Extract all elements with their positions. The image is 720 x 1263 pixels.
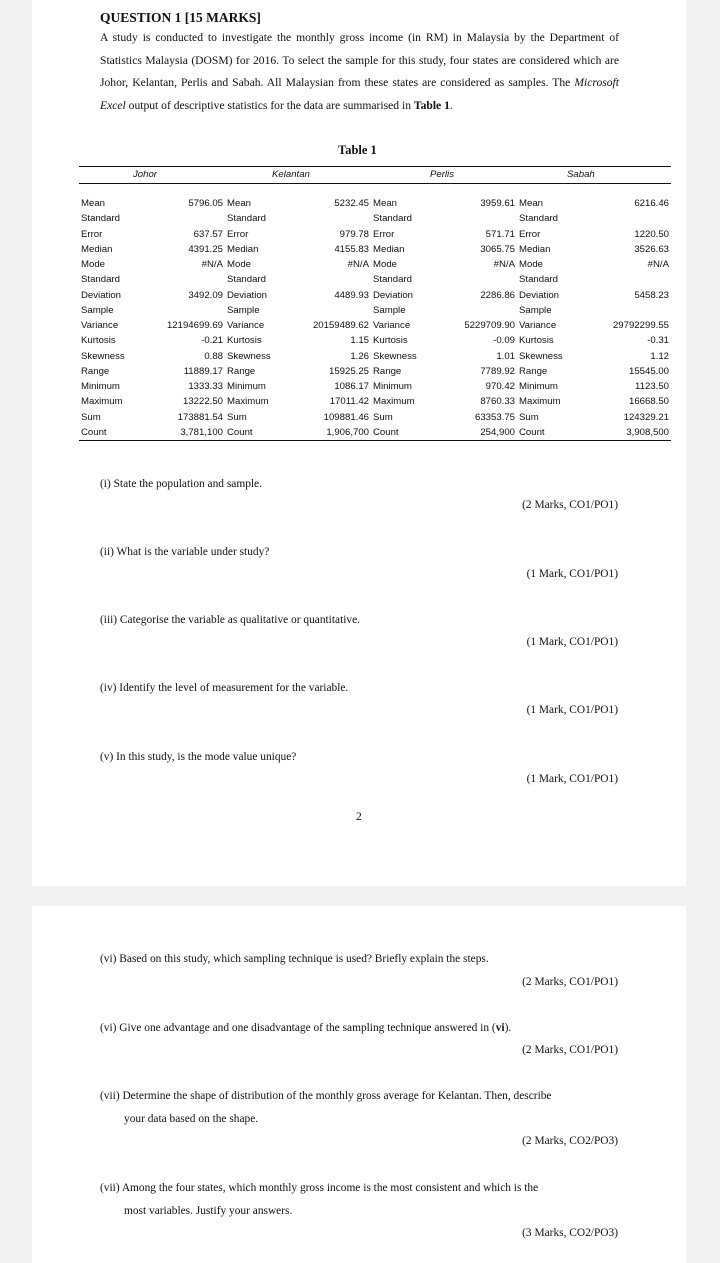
question-i: (i) State the population and sample. [100, 478, 262, 490]
row-label: Count [371, 425, 433, 441]
row-label: Deviation [81, 289, 121, 301]
row-value: 20159489.62 [312, 320, 369, 331]
header-johor: Johor [79, 167, 225, 184]
row-label: Variance [373, 320, 411, 331]
row-value: 1333.33 [188, 381, 223, 392]
row-label: Minimum [81, 381, 120, 392]
row-label: Sample [81, 304, 114, 316]
row-label: Standard [519, 213, 558, 225]
row-value: 1.12 [650, 350, 669, 362]
row-value [433, 303, 517, 318]
row-label: Standard [519, 274, 558, 286]
row-value [141, 303, 225, 318]
question-vii-a-line1: (vii) Determine the shape of distribution of the monthly gross average for Kelantan. Then, describe [100, 1090, 552, 1102]
table-row [79, 318, 671, 333]
row-label: Kurtosis [81, 335, 116, 347]
header-perlis: Perlis [371, 167, 517, 184]
row-value: 970.42 [485, 381, 515, 392]
row-value: 1.26 [350, 350, 369, 362]
row-label: Variance [81, 320, 119, 331]
marks-i: (2 Marks, CO1/PO1) [522, 499, 618, 511]
row-value: 0.88 [204, 350, 223, 362]
intro-text-3: . [449, 98, 453, 112]
row-value: 7789.92 [480, 365, 515, 377]
row-value: 11889.17 [183, 365, 223, 377]
table-row [79, 379, 671, 394]
question-vi-a: (vi) Based on this study, which sampling technique is used? Briefly explain the steps. [100, 953, 489, 965]
row-label: Error [227, 228, 249, 240]
row-value [287, 211, 371, 226]
header-kelantan: Kelantan [225, 167, 371, 184]
row-value [433, 211, 517, 226]
question-vi-b-ref: vi [495, 1022, 505, 1034]
intro-text-1: A study is conducted to investigate the monthly gross income (in RM) in Malaysia by the Department of Statistics Malaysia (DOSM) for 2016. To select the sample for this study, four states are considered which are Johor, Kelantan, Perlis and Sabah. All Malaysian from these states are considered as samples. The [100, 31, 619, 90]
row-label: Range [81, 365, 110, 377]
row-label: Error [519, 228, 541, 240]
row-value: 4391.25 [188, 243, 223, 255]
row-label: Range [373, 365, 402, 377]
row-value: 979.78 [339, 228, 369, 240]
row-value: 29792299.55 [612, 320, 669, 331]
row-label: Range [227, 365, 256, 377]
row-label: Median [519, 243, 551, 255]
row-value: 6216.46 [634, 198, 669, 209]
table-row [79, 425, 671, 441]
row-value: 15545.00 [628, 365, 669, 377]
row-label: Kurtosis [519, 335, 554, 347]
row-label: Sample [373, 304, 406, 316]
row-value: 173881.54 [177, 411, 223, 423]
row-label: Variance [227, 320, 265, 331]
table-row [79, 196, 671, 211]
row-label: Minimum [519, 381, 558, 392]
row-value: 571.71 [485, 228, 515, 240]
row-label: Deviation [373, 289, 413, 301]
question-ii: (ii) What is the variable under study? [100, 546, 270, 558]
row-label: Sum [227, 411, 247, 423]
row-value: 4155.83 [334, 243, 369, 255]
document-page-1 [32, 0, 686, 886]
question-title: QUESTION 1 [15 MARKS] [100, 10, 261, 25]
row-value [287, 272, 371, 287]
row-label: Mode [81, 259, 105, 270]
question-v: (v) In this study, is the mode value unique? [100, 751, 297, 763]
row-value: 1.15 [350, 335, 369, 347]
row-label: Standard [81, 274, 120, 286]
row-label: Median [81, 243, 113, 255]
row-label: Mean [519, 198, 543, 209]
question-vii-a-line2: your data based on the shape. [124, 1113, 259, 1125]
row-value [141, 272, 225, 287]
table-caption: Table 1 [338, 143, 377, 157]
row-value: 5232.45 [334, 198, 369, 209]
row-label: Mode [373, 259, 397, 270]
row-label: Standard [373, 213, 412, 225]
row-value: 3526.63 [634, 243, 669, 255]
row-value: 1,906,700 [287, 425, 371, 441]
table-row [79, 288, 671, 303]
row-label: Median [373, 243, 405, 255]
row-label: Sample [227, 304, 260, 316]
marks-vii-b: (3 Marks, CO2/PO3) [522, 1227, 618, 1239]
row-value: 3,908,500 [579, 425, 671, 441]
table-row [79, 364, 671, 379]
row-value: -0.09 [493, 335, 515, 347]
row-label: Deviation [519, 289, 559, 301]
row-label: Sum [373, 411, 393, 423]
row-label: Sample [519, 304, 552, 316]
row-value: 637.57 [193, 228, 223, 240]
row-value: 4489.93 [334, 289, 369, 301]
row-value: #N/A [493, 259, 515, 270]
row-label: Skewness [373, 350, 417, 362]
row-value: 5458.23 [634, 289, 669, 301]
row-label: Error [81, 228, 103, 240]
row-label: Standard [227, 274, 266, 286]
row-value [579, 272, 671, 287]
row-label: Maximum [373, 396, 415, 408]
row-label: Kurtosis [227, 335, 262, 347]
row-label: Minimum [373, 381, 412, 392]
row-label: Maximum [227, 396, 269, 408]
row-label: Standard [81, 213, 120, 225]
row-value [579, 303, 671, 318]
row-value: 124329.21 [623, 411, 669, 423]
table-row [79, 303, 671, 318]
marks-vii-a: (2 Marks, CO2/PO3) [522, 1135, 618, 1147]
table-row [79, 211, 671, 226]
row-value: 12194699.69 [166, 320, 223, 331]
row-value: 5229709.90 [464, 320, 515, 331]
row-value: 1.01 [496, 350, 515, 362]
row-label: Maximum [81, 396, 123, 408]
header-sabah: Sabah [517, 167, 671, 184]
row-value: -0.31 [647, 335, 669, 347]
row-label: Skewness [81, 350, 125, 362]
row-value: 3492.09 [188, 289, 223, 301]
row-label: Sum [519, 411, 539, 423]
row-value: 16668.50 [628, 396, 669, 408]
intro-italic: Microsoft Excel [100, 76, 619, 112]
marks-iii: (1 Mark, CO1/PO1) [526, 636, 618, 648]
row-label: Deviation [227, 289, 267, 301]
row-value: 109881.46 [323, 411, 369, 423]
intro-text-2: output of descriptive statistics for the data are summarised in [125, 98, 414, 112]
row-label: Minimum [227, 381, 266, 392]
page-number: 2 [356, 811, 362, 823]
row-label: Mode [227, 259, 251, 270]
marks-vi-a: (2 Marks, CO1/PO1) [522, 976, 618, 988]
row-value: 2286.86 [480, 289, 515, 301]
row-label: Mode [519, 259, 543, 270]
row-value: 3065.75 [480, 243, 515, 255]
question-vii-b-line2: most variables. Justify your answers. [124, 1205, 293, 1217]
row-label: Sum [81, 411, 101, 423]
row-value: 15925.25 [328, 365, 369, 377]
intro-paragraph [100, 27, 619, 117]
row-value: 17011.42 [329, 396, 369, 408]
question-iv: (iv) Identify the level of measurement for the variable. [100, 682, 349, 694]
row-label: Mean [373, 198, 397, 209]
table-row [79, 394, 671, 409]
row-value: #N/A [201, 259, 223, 270]
row-label: Skewness [227, 350, 271, 362]
marks-vi-b: (2 Marks, CO1/PO1) [522, 1044, 618, 1056]
row-label: Mean [227, 198, 251, 209]
intro-table-ref: Table 1 [413, 98, 450, 112]
table-row [79, 242, 671, 257]
row-value [579, 211, 671, 226]
row-value: 1086.17 [334, 381, 369, 392]
descriptive-stats-table [79, 166, 671, 441]
row-value: 254,900 [433, 425, 517, 441]
row-label: Median [227, 243, 259, 255]
row-label: Error [373, 228, 395, 240]
document-page-2 [32, 906, 686, 1263]
table-row [79, 349, 671, 364]
row-value: 5796.05 [188, 198, 223, 209]
table-row [79, 257, 671, 272]
row-label: Skewness [519, 350, 563, 362]
row-label: Count [225, 425, 287, 441]
table-header-row [79, 167, 671, 184]
row-label: Count [517, 425, 579, 441]
row-value: #N/A [347, 259, 369, 270]
question-vi-b-text: (vi) Give one advantage and one disadvantage of the sampling technique answered in ( [100, 1022, 496, 1034]
row-value: 3959.61 [480, 198, 515, 209]
marks-v: (1 Mark, CO1/PO1) [526, 773, 618, 785]
row-value: -0.21 [201, 335, 223, 347]
row-value: 8760.33 [480, 396, 515, 408]
row-value [433, 272, 517, 287]
marks-ii: (1 Mark, CO1/PO1) [526, 568, 618, 580]
table-row [79, 227, 671, 242]
row-value: #N/A [647, 259, 669, 270]
row-value: 13222.50 [182, 396, 223, 408]
row-label: Mean [81, 198, 105, 209]
table-row [79, 333, 671, 348]
row-label: Maximum [519, 396, 561, 408]
table-row [79, 410, 671, 425]
marks-iv: (1 Mark, CO1/PO1) [526, 704, 618, 716]
row-value: 1220.50 [634, 228, 669, 240]
question-iii: (iii) Categorise the variable as qualitative or quantitative. [100, 614, 360, 626]
row-value [141, 211, 225, 226]
row-label: Standard [373, 274, 412, 286]
row-value [287, 303, 371, 318]
row-label: Variance [519, 320, 557, 331]
row-label: Count [79, 425, 141, 441]
question-vi-b [100, 1022, 511, 1034]
row-label: Standard [227, 213, 266, 225]
row-label: Kurtosis [373, 335, 408, 347]
row-value: 1123.50 [635, 381, 669, 392]
question-vii-b-line1: (vii) Among the four states, which monthly gross income is the most consistent and which is the [100, 1182, 539, 1194]
row-value: 3,781,100 [141, 425, 225, 441]
row-label: Range [519, 365, 548, 377]
table-row [79, 272, 671, 287]
question-vi-b-end: ). [504, 1022, 512, 1034]
row-value: 63353.75 [474, 411, 515, 423]
